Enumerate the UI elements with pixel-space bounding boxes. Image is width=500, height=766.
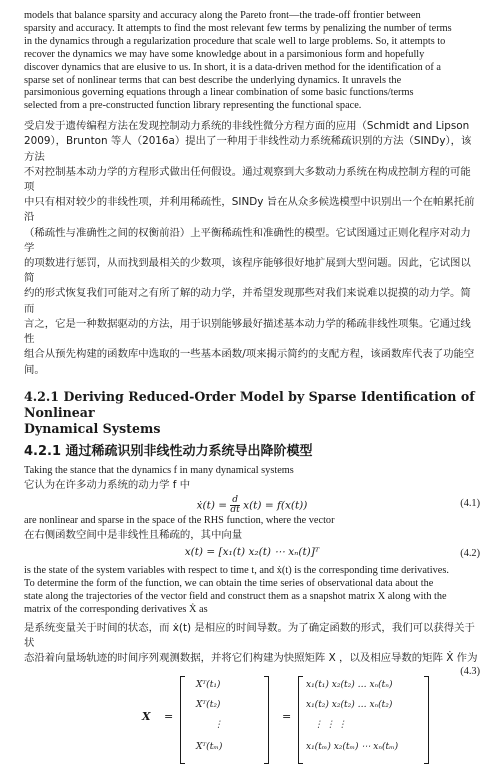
matrix-cell: Xᵀ(t₂)	[196, 700, 221, 711]
derivative-fraction: $\frac{d}{dt}$	[230, 494, 240, 515]
equals-sign: =	[282, 710, 292, 724]
matrix-symbol: X	[142, 710, 151, 724]
equation-number: (4.1)	[460, 497, 480, 509]
text-line: models that balance sparsity and accuracy along the Pareto front—the trade-off frontier between	[24, 10, 421, 21]
intro-english-paragraph	[24, 10, 480, 113]
matrix-cell: x₁(tₘ) x₂(tₘ) ⋯ xₙ(tₘ)	[306, 742, 399, 753]
body-text-zh: 它认为在许多动力系统的动力学 f 中	[24, 478, 191, 491]
text-line: 约的形式恢复我们可能对之有所了解的动力学，并希望发现那些对我们来说难以捉摸的动力学。简而	[24, 287, 471, 315]
text-line: 是系统变量关于时间的状态，而 ẋ(t) 是相应的时间导数。为了确定函数的形式，我们可以获得关于状	[24, 621, 475, 649]
text-line: is the state of the system variables with respect to time t, and ẋ(t) is the corresponding time derivatives.	[24, 564, 449, 576]
equation-body: x(t) = [x₁(t) x₂(t) ⋯ xₙ(t)]ᵀ	[184, 545, 320, 558]
equation-body: ẋ(t) = $\frac{d}{dt}$ x(t) = f(x(t))	[196, 494, 308, 515]
text-line: To determine the form of the function, we can obtain the time series of observational data about the	[24, 577, 434, 589]
text-line: 2009），Brunton 等人（2016a）提出了一种用于非线性动力系统稀疏识别的方法（SINDy），该方法	[24, 135, 472, 163]
left-bracket	[180, 676, 185, 764]
equation-number: (4.3)	[460, 666, 480, 678]
text-line: selected from a pre-constructed function library representing the functional space.	[24, 100, 362, 112]
text-line: 的项数进行惩罚，从而找到最相关的少数项，该程序能够很好地扩展到大型问题。因此，它试图以简	[24, 257, 471, 285]
text-line: 言之，它是一种数据驱动的方法，用于识别能够最好描述基本动力学的稀疏非线性项集。它通过线性	[24, 317, 471, 346]
body-text-en: Taking the stance that the dynamics f in many dynamical systems	[24, 464, 294, 476]
text-line: in the dynamics through a regularization procedure that scale well to large problems. So, it attempts to	[24, 35, 446, 47]
equation-4-2	[24, 543, 480, 565]
paper-page	[0, 10, 500, 753]
text-line: sparse set of nonlinear terms that can best describe the underlying dynamics. It unravels the	[24, 74, 402, 86]
text-line: （稀疏性与准确性之间的权衡前沿）上平衡稀疏性和准确性的模型。它试图通过正则化程序对动力学	[24, 226, 471, 254]
left-bracket	[298, 676, 303, 764]
matrix-cell: Xᵀ(tₘ)	[196, 742, 223, 753]
intro-chinese-paragraph	[24, 119, 480, 377]
text-line: discover dynamics that are elusive to us. In short, it is a data-driven method for the identification of a	[24, 61, 441, 73]
text-line: sparsity and accuracy. It attempts to find the most relevant few terms by penalizing the number of terms	[24, 22, 452, 34]
state-description-zh	[24, 621, 480, 667]
section-heading-chinese: 4.2.1 通过稀疏识别非线性动力系统导出降阶模型	[24, 443, 313, 459]
section-heading-english	[24, 389, 480, 437]
text-line: 不对控制基本动力学的方程形式做出任何假设。通过观察到大多数动力系统在构成控制方程的可能项	[24, 165, 471, 194]
right-bracket	[264, 676, 269, 764]
state-description-en	[24, 565, 480, 617]
text-line: 组合从预先构建的函数库中选取的一些基本函数/项来揭示简约的支配方程，该函数库代表了功能空	[24, 348, 475, 361]
matrix-cell: Xᵀ(t₁)	[196, 680, 221, 691]
matrix-cell: x₁(t₂) x₂(t₂) … xₙ(t₂)	[306, 700, 393, 711]
text-line: state along the trajectories of the vector field and construct them as a snapshot matrix X along with the	[24, 590, 447, 602]
body-text-zh: 在右侧函数空间中是非线性且稀疏的，其中向量	[24, 528, 243, 541]
text-line: recover the dynamics we may have some knowledge about in a parsimonious form and hopefully	[24, 48, 425, 60]
text-line: 态沿着向量场轨迹的时间序列观测数据，并将它们构建为快照矩阵 X ，以及相应导数的矩阵 Ẋ 作为	[24, 651, 478, 664]
text-line: 受启发于遗传编程方法在发现控制动力系统的非线性微分方程方面的应用（Schmidt and Lipson	[24, 120, 470, 133]
text-line: parsimonious governing equations through a linear combination of some basic functions/terms	[24, 87, 414, 99]
text-line: matrix of the corresponding derivatives Ẋ as	[24, 603, 208, 615]
matrix-cell: x₁(t₁) x₂(t₂) … xₙ(tₙ)	[306, 680, 393, 691]
equals-sign: =	[164, 710, 174, 724]
matrix-cell: ⋮ ⋮ ⋮	[314, 720, 347, 731]
equation-4-1	[24, 493, 480, 515]
heading-line: Dynamical Systems	[24, 420, 161, 436]
equation-number: (4.2)	[460, 547, 480, 559]
text-line: 中只有相对较少的非线性项，并利用稀疏性，SINDy 旨在从众多候选模型中识别出一个在帕累托前沿	[24, 196, 475, 224]
equation-4-3	[24, 666, 480, 766]
text-line: 间。	[24, 363, 45, 376]
body-text-en: are nonlinear and sparse in the space of the RHS function, where the vector	[24, 514, 335, 526]
matrix-cell: ⋮	[214, 720, 223, 731]
right-bracket	[424, 676, 429, 764]
heading-line: 4.2.1 Deriving Reduced-Order Model by Sparse Identification of Nonlinear	[24, 388, 475, 420]
